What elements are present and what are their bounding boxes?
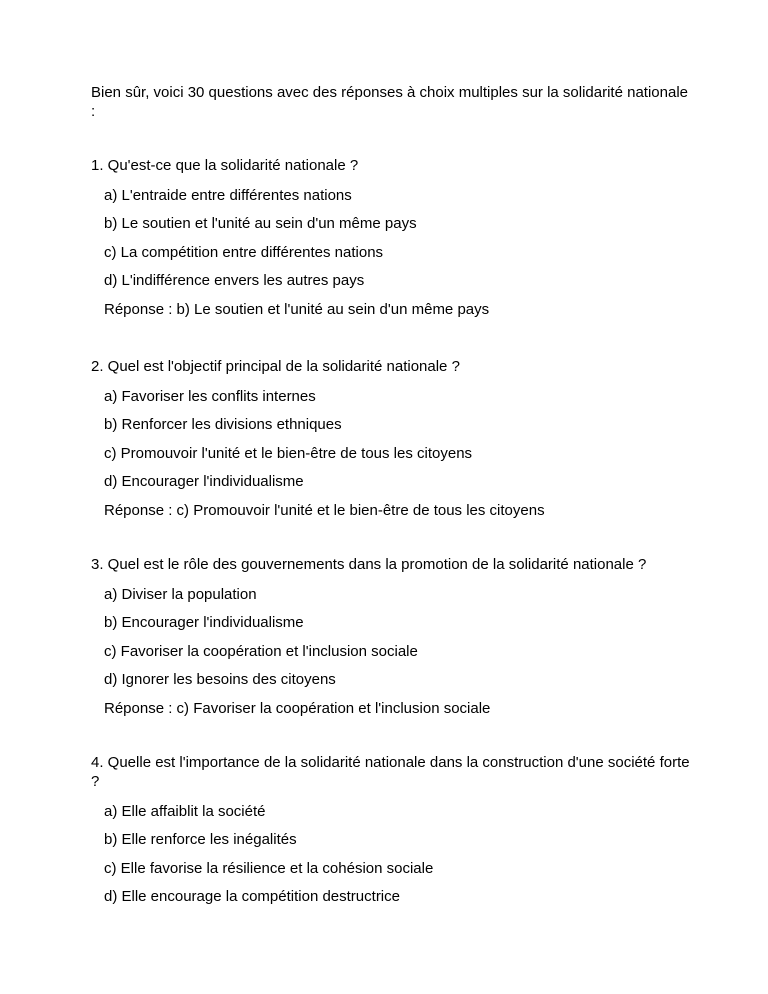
answer-option: a) Elle affaiblit la société xyxy=(104,803,266,820)
question-block xyxy=(91,357,691,520)
answer-option: b) Encourager l'individualisme xyxy=(104,614,304,632)
answer-option: b) Le soutien et l'unité au sein d'un même pays xyxy=(104,215,417,233)
question-text: 3. Quel est le rôle des gouvernements dans la promotion de la solidarité nationale ? xyxy=(91,556,647,573)
answer-option: b) Renforcer les divisions ethniques xyxy=(104,416,342,434)
answer-option: c) Favoriser la coopération et l'inclusion sociale xyxy=(104,642,418,660)
answer-option: d) Encourager l'individualisme xyxy=(104,473,304,491)
question-block xyxy=(91,555,691,718)
answer-option: a) L'entraide entre différentes nations xyxy=(104,187,352,204)
answer-option: c) Promouvoir l'unité et le bien-être de tous les citoyens xyxy=(104,444,473,462)
question-text: 4. Quelle est l'importance de la solidarité nationale dans la construction d'une société forte ? xyxy=(91,754,690,790)
answer-option: c) La compétition entre différentes nations xyxy=(104,243,384,261)
correct-answer: Réponse : c) Favoriser la coopération et l'inclusion sociale xyxy=(104,699,491,717)
correct-answer: Réponse : c) Promouvoir l'unité et le bien-être de tous les citoyens xyxy=(104,501,545,519)
answer-option: b) Elle renforce les inégalités xyxy=(104,831,297,849)
answer-option: c) Elle favorise la résilience et la cohésion sociale xyxy=(104,859,434,877)
correct-answer: Réponse : b) Le soutien et l'unité au sein d'un même pays xyxy=(104,300,490,318)
answer-option: d) Ignorer les besoins des citoyens xyxy=(104,671,336,689)
question-text: 2. Quel est l'objectif principal de la solidarité nationale ? xyxy=(91,358,460,375)
question-block xyxy=(91,156,691,319)
answer-option: d) Elle encourage la compétition destructrice xyxy=(104,888,400,906)
answer-option: d) L'indifférence envers les autres pays xyxy=(104,272,365,290)
question-text: 1. Qu'est-ce que la solidarité nationale ? xyxy=(91,157,359,174)
intro-paragraph: Bien sûr, voici 30 questions avec des réponses à choix multiples sur la solidarité nationale : xyxy=(91,84,688,120)
answer-option: a) Favoriser les conflits internes xyxy=(104,388,316,405)
question-block xyxy=(91,753,691,906)
answer-option: a) Diviser la population xyxy=(104,586,257,603)
